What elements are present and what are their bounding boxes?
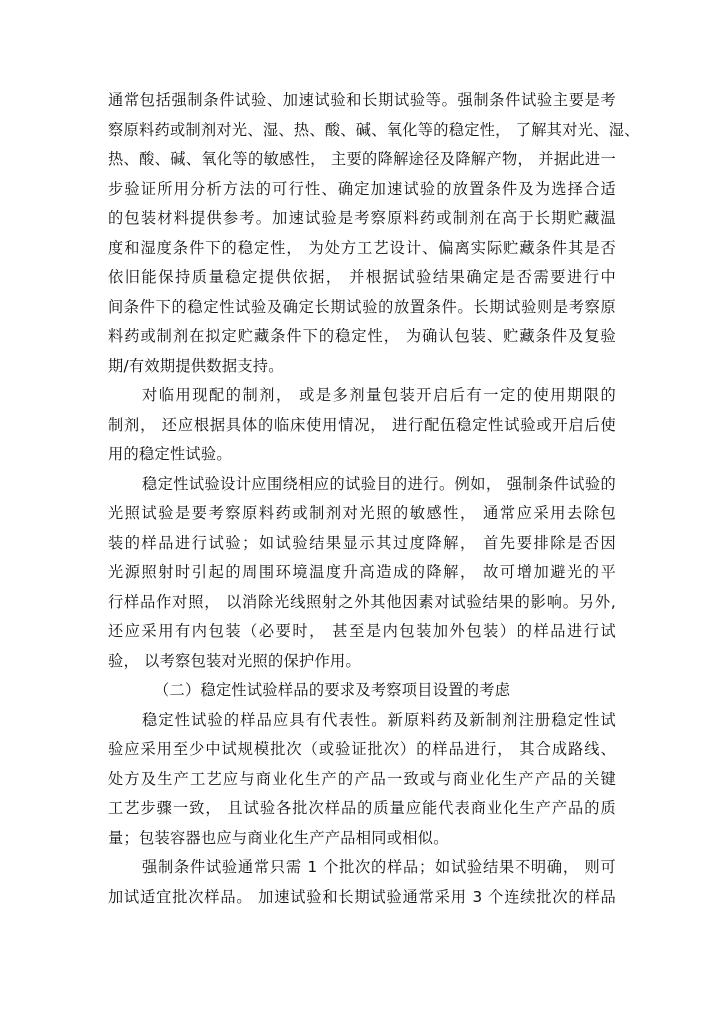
text-line: 依旧能保持质量稳定提供依据， 并根据试验结果确定是否需要进行中: [108, 268, 616, 286]
text-line: 验应采用至少中试规模批次（或验证批次）的样品进行， 其合成路线、: [108, 740, 616, 758]
section-heading-text: （二）稳定性试验样品的要求及考察项目设置的考虑: [154, 681, 511, 699]
text-line: 热、酸、碱、氧化等的敏感性， 主要的降解途径及降解产物， 并据此进一: [108, 150, 616, 168]
text-line: 料药或制剂在拟定贮藏条件下的稳定性， 为确认包装、贮藏条件及复验: [108, 327, 616, 345]
text-line: 通常包括强制条件试验、加速试验和长期试验等。强制条件试验主要是考: [108, 91, 616, 109]
paragraph-5: [108, 853, 616, 912]
text-line: 加试适宜批次样品。 加速试验和长期试验通常采用 3 个连续批次的样品: [108, 887, 616, 906]
text-line: 察原料药或制剂对光、湿、热、酸、碱、氧化等的稳定性， 了解其对光、湿、: [108, 120, 640, 139]
document-page: [108, 86, 640, 912]
text-line: 工艺步骤一致， 且试验各批次样品的质量应能代表商业化生产产品的质: [108, 799, 616, 817]
text-line: 的包装材料提供参考。加速试验是考察原料药或制剂在高于长期贮藏温: [108, 209, 616, 227]
text-line: 装的样品进行试验；如试验结果显示其过度降解， 首先要排除是否因: [108, 533, 616, 552]
paragraph-4: [108, 706, 616, 854]
text-line: 光源照射时引起的周围环境温度升高造成的降解， 故可增加避光的平: [108, 563, 616, 581]
text-line: 强制条件试验通常只需 1 个批次的样品；如试验结果不明确， 则可: [142, 858, 616, 876]
text-line: 制剂， 还应根据具体的临床使用情况， 进行配伍稳定性试验或开启后使: [108, 415, 616, 434]
text-line: 量；包装容器也应与商业化生产产品相同或相似。: [108, 828, 449, 847]
text-line: 度和湿度条件下的稳定性， 为处方工艺设计、偏离实际贮藏条件其是否: [108, 238, 616, 257]
text-line: 对临用现配的制剂， 或是多剂量包装开启后有一定的使用期限的: [142, 386, 616, 404]
text-line: 验， 以考察包装对光照的保护作用。: [108, 651, 361, 670]
text-line: 步验证所用分析方法的可行性、确定加速试验的放置条件及为选择合适: [108, 179, 616, 198]
text-line: 光照试验是要考察原料药或制剂对光照的敏感性， 通常应采用去除包: [108, 504, 616, 522]
text-line: 行样品作对照， 以消除光线照射之外其他因素对试验结果的影响。另外,: [108, 592, 616, 611]
paragraph-2: [108, 381, 616, 470]
section-heading: [108, 676, 616, 706]
text-line: 用的稳定性试验。: [108, 445, 232, 463]
text-line: 处方及生产工艺应与商业化生产的产品一致或与商业化生产产品的关键: [108, 769, 616, 788]
text-line: 期/有效期提供数据支持。: [108, 356, 284, 375]
paragraph-1: [108, 86, 640, 381]
text-line: 稳定性试验设计应围绕相应的试验目的进行。例如， 强制条件试验的: [142, 474, 616, 493]
text-line: 稳定性试验的样品应具有代表性。新原料药及新制剂注册稳定性试: [142, 710, 616, 729]
text-line: 还应采用有内包装（必要时， 甚至是内包装加外包装）的样品进行试: [108, 622, 616, 640]
text-line: 间条件下的稳定性试验及确定长期试验的放置条件。长期试验则是考察原: [108, 297, 616, 316]
paragraph-3: [108, 470, 616, 677]
